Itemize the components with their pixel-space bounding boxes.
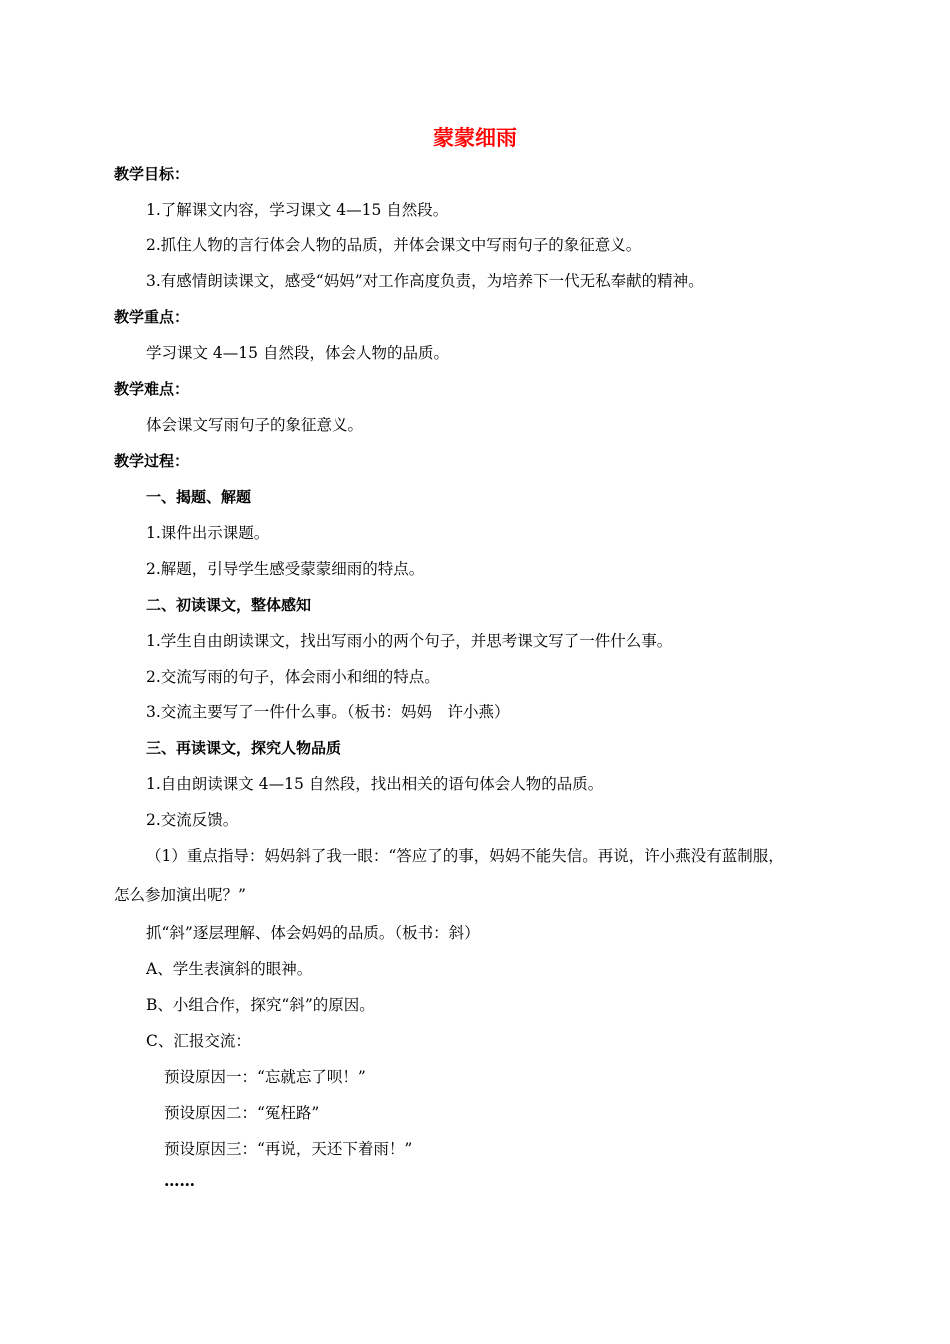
- preset-item: 预设原因二：“冤枉路”: [164, 1104, 320, 1122]
- preset-item: 预设原因一：“忘就忘了呗！”: [164, 1068, 366, 1086]
- guide-line-2: 怎么参加演出呢？”: [114, 886, 246, 904]
- key-points-heading: 教学重点：: [114, 308, 190, 326]
- objective-item: 1.了解课文内容，学习课文 4—15 自然段。: [146, 201, 449, 219]
- guide-line-1: （1）重点指导：妈妈斜了我一眼：“答应了的事，妈妈不能失信。再说，许小燕没有蓝制服，: [146, 847, 784, 865]
- part1-item: 2.解题，引导学生感受蒙蒙细雨的特点。: [146, 560, 425, 578]
- step-item: A、学生表演斜的眼神。: [146, 960, 313, 978]
- preset-item: 预设原因三：“再说，天还下着雨！”: [164, 1140, 413, 1158]
- difficulties-text: 体会课文写雨句子的象征意义。: [146, 416, 364, 434]
- part1-item: 1.课件出示课题。: [146, 524, 270, 542]
- part3-item: 2.交流反馈。: [146, 811, 239, 829]
- objective-item: 2.抓住人物的言行体会人物的品质，并体会课文中写雨句子的象征意义。: [146, 236, 642, 254]
- part2-title: 二、初读课文，整体感知: [146, 596, 312, 614]
- objectives-heading: 教学目标：: [114, 165, 190, 183]
- difficulties-heading: 教学难点：: [114, 380, 190, 398]
- part2-item: 1.学生自由朗读课文，找出写雨小的两个句子，并思考课文写了一件什么事。: [146, 632, 673, 650]
- grasp-line: 抓“斜”逐层理解、体会妈妈的品质。（板书：斜）: [146, 924, 480, 942]
- part3-item: 1.自由朗读课文 4—15 自然段，找出相关的语句体会人物的品质。: [146, 775, 604, 793]
- part1-title: 一、揭题、解题: [146, 488, 252, 506]
- document-title: 蒙蒙细雨: [433, 126, 517, 150]
- part2-item: 2.交流写雨的句子，体会雨小和细的特点。: [146, 668, 440, 686]
- key-points-text: 学习课文 4—15 自然段，体会人物的品质。: [146, 344, 449, 362]
- step-item: C、汇报交流：: [146, 1032, 251, 1050]
- objective-item: 3.有感情朗读课文，感受“妈妈”对工作高度负责，为培养下一代无私奉献的精神。: [146, 272, 704, 290]
- ellipsis: ……: [164, 1171, 195, 1190]
- part2-item: 3.交流主要写了一件什么事。（板书：妈妈 许小燕）: [146, 703, 510, 721]
- process-heading: 教学过程：: [114, 452, 190, 470]
- step-item: B、小组合作，探究“斜”的原因。: [146, 996, 375, 1014]
- part3-title: 三、再读课文，探究人物品质: [146, 739, 342, 757]
